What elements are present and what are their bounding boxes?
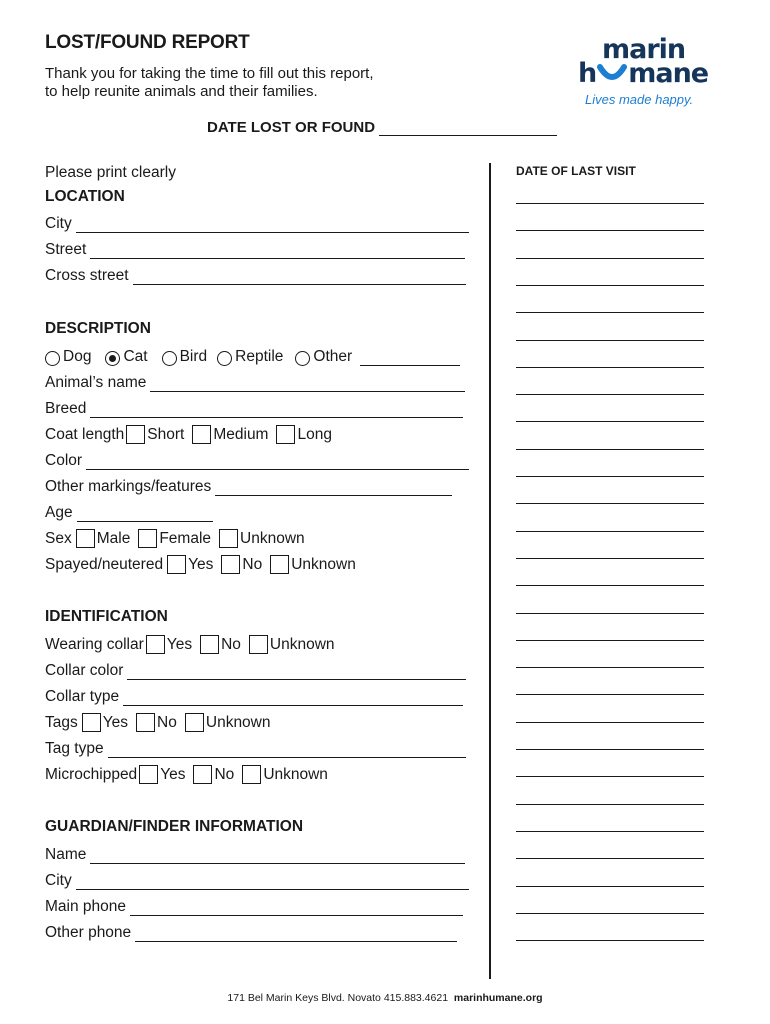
species-option-cat[interactable] [105,348,147,366]
guardian-heading: GUARDIAN/FINDER INFORMATION [45,818,304,835]
location-street-label: Street [45,241,87,258]
dog-label: Dog [63,348,92,365]
marin-humane-logo [578,34,728,114]
tag-type-row [45,736,466,758]
collar-type-row [45,684,463,706]
tags-unknown-label: Unknown [205,714,271,731]
last-visit-line[interactable] [516,613,704,614]
tags-label: Tags [45,714,78,731]
chip-no-checkbox[interactable] [193,765,212,784]
guardian-name-field[interactable] [90,848,465,864]
spayed-no-checkbox[interactable] [221,555,240,574]
tags-yes-label: Yes [102,714,129,731]
logo-letter-h: h [578,58,597,89]
collar-yes-label: Yes [166,636,193,653]
location-city-row [45,211,469,233]
last-visit-line[interactable] [516,258,704,259]
sex-female-label: Female [159,530,212,547]
spayed-unknown-checkbox[interactable] [270,555,289,574]
spayed-unknown-label: Unknown [291,556,356,573]
bird-label: Bird [179,348,208,365]
cat-radio-selected-dot [109,355,116,362]
coat-medium-checkbox[interactable] [192,425,211,444]
last-visit-line[interactable] [516,558,704,559]
collar-yes-checkbox[interactable] [146,635,165,654]
spayed-label: Spayed/neutered [45,556,164,573]
coat-long-label: Long [297,426,332,443]
chip-unknown-label: Unknown [263,766,328,783]
animal-name-label: Animal’s name [45,374,147,391]
tags-no-label: No [157,714,177,731]
tag-type-label: Tag type [45,740,104,757]
last-visit-line[interactable] [516,667,704,668]
last-visit-line[interactable] [516,394,704,395]
last-visit-line[interactable] [516,831,704,832]
coat-short-label: Short [147,426,185,443]
guardian-city-row [45,868,469,890]
location-street-field[interactable] [90,243,465,259]
coat-length-label: Coat length [45,426,125,443]
dog-radio[interactable] [45,351,60,366]
collar-color-row [45,658,466,680]
intro-line-2: to help reunite animals and their families. [45,83,318,100]
cat-radio[interactable] [105,351,120,366]
location-cross-street-field[interactable] [133,269,466,285]
guardian-other-phone-row [45,920,457,942]
last-visit-line[interactable] [516,858,704,859]
microchipped-label: Microchipped [45,766,138,783]
location-street-row [45,237,465,259]
last-visit-line[interactable] [516,503,704,504]
tags-row [45,710,271,732]
location-heading: LOCATION [45,188,125,205]
last-visit-line[interactable] [516,230,704,231]
chip-yes-label: Yes [160,766,186,783]
animal-name-field[interactable] [150,376,465,392]
collar-type-field[interactable] [123,690,463,706]
collar-color-label: Collar color [45,662,124,679]
guardian-main-phone-label: Main phone [45,898,127,915]
spayed-yes-checkbox[interactable] [167,555,186,574]
chip-no-label: No [214,766,235,783]
date-lost-found-field[interactable] [379,120,557,136]
species-option-bird[interactable] [162,348,208,366]
footer [0,992,770,1004]
species-option-dog[interactable] [45,348,91,366]
last-visit-line[interactable] [516,694,704,695]
age-label: Age [45,504,73,521]
collar-unknown-checkbox[interactable] [249,635,268,654]
spayed-yes-label: Yes [188,556,214,573]
last-visit-line[interactable] [516,913,704,914]
chip-unknown-checkbox[interactable] [242,765,261,784]
coat-medium-label: Medium [213,426,269,443]
sex-male-label: Male [96,530,131,547]
other-radio[interactable] [295,351,310,366]
species-option-other[interactable] [295,348,352,366]
last-visit-line[interactable] [516,312,704,313]
last-visit-line[interactable] [516,421,704,422]
guardian-other-phone-label: Other phone [45,924,132,941]
last-visit-line[interactable] [516,585,704,586]
coat-length-row [45,422,332,444]
guardian-other-phone-field[interactable] [135,926,457,942]
smile-icon [597,61,627,87]
last-visit-line[interactable] [516,804,704,805]
tags-yes-checkbox[interactable] [82,713,101,732]
coat-short-checkbox[interactable] [126,425,145,444]
sex-female-checkbox[interactable] [138,529,157,548]
location-city-field[interactable] [76,217,469,233]
sex-unknown-label: Unknown [240,530,305,547]
wearing-collar-row [45,632,335,654]
last-visit-line[interactable] [516,749,704,750]
species-option-reptile[interactable] [217,348,283,366]
color-field[interactable] [86,454,469,470]
guardian-city-label: City [45,872,72,889]
last-visit-line[interactable] [516,367,704,368]
location-cross-street-row [45,263,466,285]
breed-row [45,396,463,418]
description-heading: DESCRIPTION [45,320,151,337]
sex-row [45,526,305,548]
guardian-main-phone-field[interactable] [130,900,463,916]
spayed-row [45,552,356,574]
logo-tagline: Lives made happy. [585,92,694,107]
last-visit-line[interactable] [516,531,704,532]
last-visit-line[interactable] [516,722,704,723]
date-lost-found-row [207,114,557,136]
location-cross-street-label: Cross street [45,267,129,284]
other-species-field[interactable] [360,350,460,366]
other-label: Other [313,348,353,365]
last-visit-line[interactable] [516,940,704,941]
print-note: Please print clearly [45,164,176,181]
markings-field[interactable] [215,480,452,496]
guardian-name-row [45,842,465,864]
sex-unknown-checkbox[interactable] [219,529,238,548]
breed-label: Breed [45,400,87,417]
last-visit-line[interactable] [516,203,704,204]
logo-word-humane [578,58,708,89]
cat-label: Cat [123,348,148,365]
collar-unknown-label: Unknown [269,636,335,653]
age-field[interactable] [77,506,213,522]
sex-male-checkbox[interactable] [76,529,95,548]
guardian-city-field[interactable] [76,874,469,890]
animal-name-row [45,370,465,392]
last-visit-heading: DATE OF LAST VISIT [516,164,636,178]
date-lost-found-label: DATE LOST OR FOUND [207,119,376,136]
guardian-name-label: Name [45,846,87,863]
last-visit-line[interactable] [516,476,704,477]
reptile-radio[interactable] [217,351,232,366]
location-city-label: City [45,215,72,232]
collar-color-field[interactable] [127,664,466,680]
intro-text [45,65,374,101]
collar-no-checkbox[interactable] [200,635,219,654]
breed-field[interactable] [90,402,463,418]
last-visit-line[interactable] [516,449,704,450]
tags-unknown-checkbox[interactable] [185,713,204,732]
guardian-main-phone-row [45,894,463,916]
last-visit-line[interactable] [516,285,704,286]
logo-word-marin: marin [602,34,686,65]
species-row [45,344,460,366]
last-visit-line[interactable] [516,640,704,641]
tag-type-field[interactable] [108,742,466,758]
bird-radio[interactable] [162,351,177,366]
coat-long-checkbox[interactable] [276,425,295,444]
collar-no-label: No [221,636,241,653]
reptile-label: Reptile [235,348,284,365]
intro-line-1: Thank you for taking the time to fill out this report, [45,65,374,82]
logo-letters-mane: mane [628,58,709,89]
footer-address: 171 Bel Marin Keys Blvd. Novato 415.883.4621 [227,992,449,1004]
color-label: Color [45,452,83,469]
sex-label: Sex [45,530,72,547]
wearing-collar-label: Wearing collar [45,636,144,653]
chip-yes-checkbox[interactable] [139,765,158,784]
footer-website[interactable]: marinhumane.org [453,992,543,1004]
spayed-no-label: No [242,556,263,573]
collar-type-label: Collar type [45,688,120,705]
page-title: LOST/FOUND REPORT [45,32,250,53]
last-visit-line[interactable] [516,340,704,341]
microchipped-row [45,762,328,784]
last-visit-line[interactable] [516,886,704,887]
color-row [45,448,469,470]
column-divider [489,163,491,979]
tags-no-checkbox[interactable] [136,713,155,732]
markings-label: Other markings/features [45,478,212,495]
markings-row [45,474,452,496]
identification-heading: IDENTIFICATION [45,608,168,625]
last-visit-line[interactable] [516,776,704,777]
age-row [45,500,213,522]
